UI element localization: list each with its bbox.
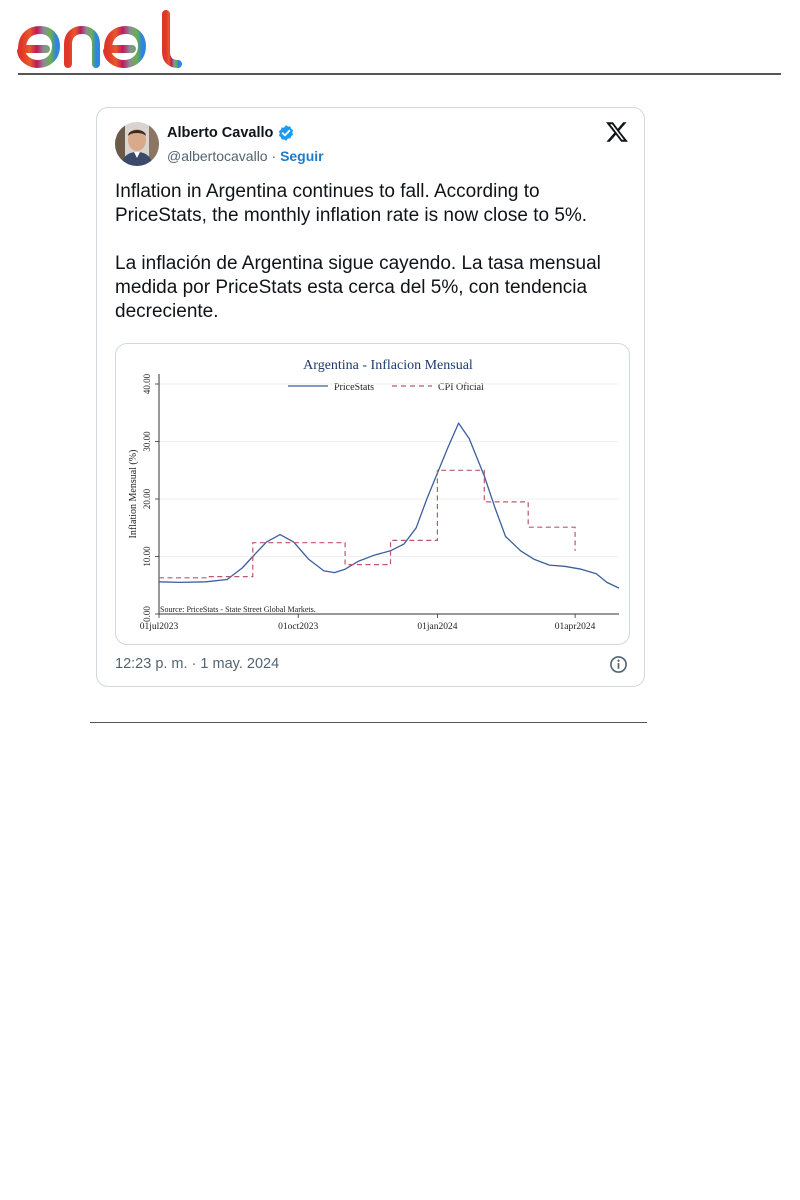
author-handle[interactable]: @albertocavallo (167, 148, 268, 164)
x-tick-label-3: 01apr2024 (554, 622, 596, 632)
avatar[interactable] (115, 122, 159, 166)
y-tick-label-1: 10.00 (142, 546, 152, 567)
tweet-paragraph-en: Inflation in Argentina continues to fall. According to PriceStats, the monthly inflation rate is now close to 5%. (115, 181, 588, 226)
x-tick-label-1: 01oct2023 (278, 622, 319, 632)
series-line-pricestats (159, 423, 619, 588)
tweet-embed-card[interactable] (96, 107, 645, 687)
chart-source-note: Source: PriceStats - State Street Global Markets. (160, 605, 316, 614)
tweet-timestamp[interactable]: 12:23 p. m. · 1 may. 2024 (115, 656, 280, 672)
y-axis-label: Inflation Mensual (%) (128, 449, 139, 539)
y-tick-label-0: 0.00 (142, 606, 152, 622)
y-tick-label-2: 20.00 (142, 488, 152, 510)
header-divider (18, 73, 781, 75)
enel-logo-icon (16, 6, 182, 72)
y-tick-label-3: 30.00 (142, 431, 152, 452)
handle-row (167, 148, 324, 164)
tweet-media-chart[interactable] (115, 343, 630, 645)
tweet-paragraph-es: La inflación de Argentina sigue cayendo. La tasa mensual medida por PriceStats esta cerca del 5%, con tendencia decreciente. (115, 253, 601, 322)
x-logo-icon[interactable] (605, 120, 629, 144)
chart-title: Argentina - Inflacion Mensual (303, 358, 473, 373)
series-line-cpi-oficial (159, 470, 575, 578)
x-tick-label-2: 01jan2024 (417, 622, 458, 632)
y-tick-label-4: 40.00 (142, 373, 152, 395)
author-name[interactable]: Alberto Cavallo (167, 125, 274, 141)
handle-separator: · (271, 148, 277, 164)
x-tick-label-0: 01jul2023 (139, 622, 179, 632)
verified-badge-icon (277, 124, 295, 142)
follow-button[interactable]: Seguir (280, 148, 324, 164)
legend-label-cpi: CPI Oficial (438, 382, 484, 393)
tweet-text (115, 180, 630, 348)
inflation-chart (116, 344, 630, 645)
legend-label-pricestats: PriceStats (334, 382, 374, 393)
page-header (0, 0, 800, 80)
bottom-divider (90, 722, 647, 723)
info-icon[interactable] (609, 655, 628, 674)
